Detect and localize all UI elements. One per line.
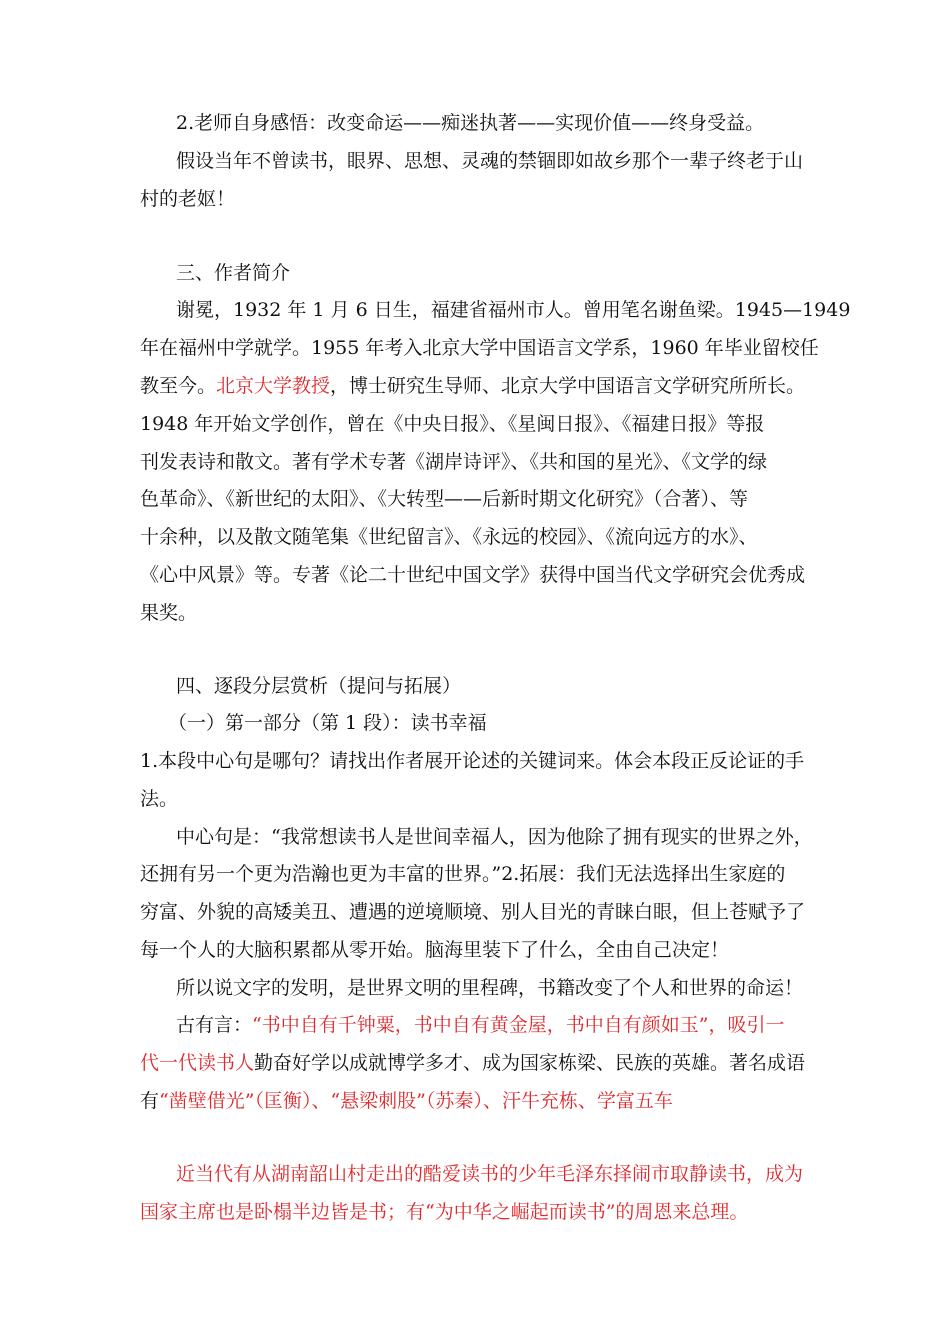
paragraph-line	[140, 938, 729, 962]
text-run: 所以说文字的发明，是世界文明的里程碑，书籍改变了个人和世界的命运！	[176, 977, 804, 999]
paragraph-line	[176, 1162, 803, 1186]
paragraph-line	[140, 487, 748, 511]
text-run: 村的老妪！	[140, 188, 236, 210]
text-run: 假设当年不曾读书，眼界、思想、灵魂的禁锢即如故乡那个一辈子终老于山	[176, 150, 804, 172]
paragraph-line	[176, 825, 813, 849]
text-run: 年在福州中学就学。1955 年考入北京大学中国语言文学系，1960 年毕业留校任	[140, 337, 819, 359]
paragraph-line	[140, 187, 235, 211]
paragraph-line	[176, 298, 850, 322]
text-run: 色革命》、《新世纪的太阳》、《大转型——后新时期文化研究》（合著）、等	[140, 488, 749, 510]
paragraph-line	[140, 1200, 748, 1224]
text-run: （一）第一部分（第 1 段）：读书幸福	[168, 712, 487, 734]
text-run: ，博士研究生导师、北京大学中国语言文学研究所所长。	[330, 375, 806, 397]
text-run: 中心句是：“我常想读书人是世间幸福人，因为他除了拥有现实的世界之外，	[176, 826, 813, 848]
paragraph-line	[140, 336, 819, 360]
question-line	[140, 749, 804, 773]
text-run: 四、逐段分层赏析（提问与拓展）	[176, 675, 462, 697]
highlighted-text: 国家主席也是卧榻半边皆是书；有“为中华之崛起而读书”的周恩来总理。	[140, 1201, 749, 1223]
section-heading-analysis	[176, 674, 461, 698]
highlighted-text: 北京大学教授	[216, 375, 331, 397]
paragraph-line	[140, 450, 767, 474]
text-run: 1948 年开始文学创作，曾在《中央日报》、《星闽日报》、《福建日报》等报	[140, 413, 765, 435]
highlighted-text: “书中自有千钟粟，书中自有黄金屋，书中自有颜如玉”，吸引一	[252, 1014, 785, 1036]
text-run: 1.本段中心句是哪句？请找出作者展开论述的关键词来。体会本段正反论证的手	[140, 750, 805, 772]
highlighted-text: “凿壁借光”（匡衡）、“悬梁刺股”（苏秦）、汗牛充栋、学富五车	[159, 1090, 673, 1112]
paragraph-line	[140, 900, 805, 924]
text-run: 穷富、外貌的高矮美丑、遭遇的逆境顺境、别人目光的青睐白眼，但上苍赋予了	[140, 901, 806, 923]
paragraph-line	[140, 525, 758, 549]
subsection-heading	[168, 711, 487, 735]
question-line	[140, 787, 178, 811]
highlighted-text: 代一代读书人	[140, 1052, 255, 1074]
paragraph-line	[140, 1051, 805, 1075]
paragraph-line	[176, 149, 803, 173]
paragraph-line	[140, 374, 805, 398]
text-run: 法。	[140, 788, 179, 810]
paragraph-line	[176, 976, 803, 1000]
paragraph-line	[140, 1089, 673, 1113]
text-run: 2.老师自身感悟：改变命运——痴迷执著——实现价值——终身受益。	[176, 112, 765, 134]
text-run: 果奖。	[140, 602, 198, 624]
text-run: 谢冕，1932 年 1 月 6 日生，福建省福州市人。曾用笔名谢鱼梁。1945—1949	[176, 299, 851, 321]
section-item-2-heading	[176, 111, 764, 135]
paragraph-line	[140, 862, 785, 886]
text-run: 勤奋好学以成就博学多才、成为国家栋梁、民族的英雄。著名成语	[254, 1052, 806, 1074]
paragraph-line	[140, 412, 764, 436]
section-heading-author	[176, 261, 290, 285]
text-run: 每一个人的大脑积累都从零开始。脑海里装下了什么，全由自己决定！	[140, 939, 730, 961]
text-run: 古有言：	[176, 1014, 253, 1036]
text-run: 有	[140, 1090, 160, 1112]
text-run: 刊发表诗和散文。著有学术专著《湖岸诗评》、《共和国的星光》、《文学的绿	[140, 451, 768, 473]
paragraph-line	[140, 563, 805, 587]
text-run: 教至今。	[140, 375, 217, 397]
text-run: 还拥有另一个更为浩瀚也更为丰富的世界。”2.拓展：我们无法选择出生家庭的	[140, 863, 786, 885]
text-run: 《心中风景》等。专著《论二十世纪中国文学》获得中国当代文学研究会优秀成	[140, 564, 806, 586]
highlighted-text: 近当代有从湖南韶山村走出的酷爱读书的少年毛泽东择闹市取静读书，成为	[176, 1163, 804, 1185]
text-run: 十余种，以及散文随笔集《世纪留言》、《永远的校园》、《流向远方的水》、	[140, 526, 758, 548]
paragraph-line	[140, 601, 197, 625]
paragraph-line	[176, 1013, 784, 1037]
text-run: 三、作者简介	[176, 262, 291, 284]
